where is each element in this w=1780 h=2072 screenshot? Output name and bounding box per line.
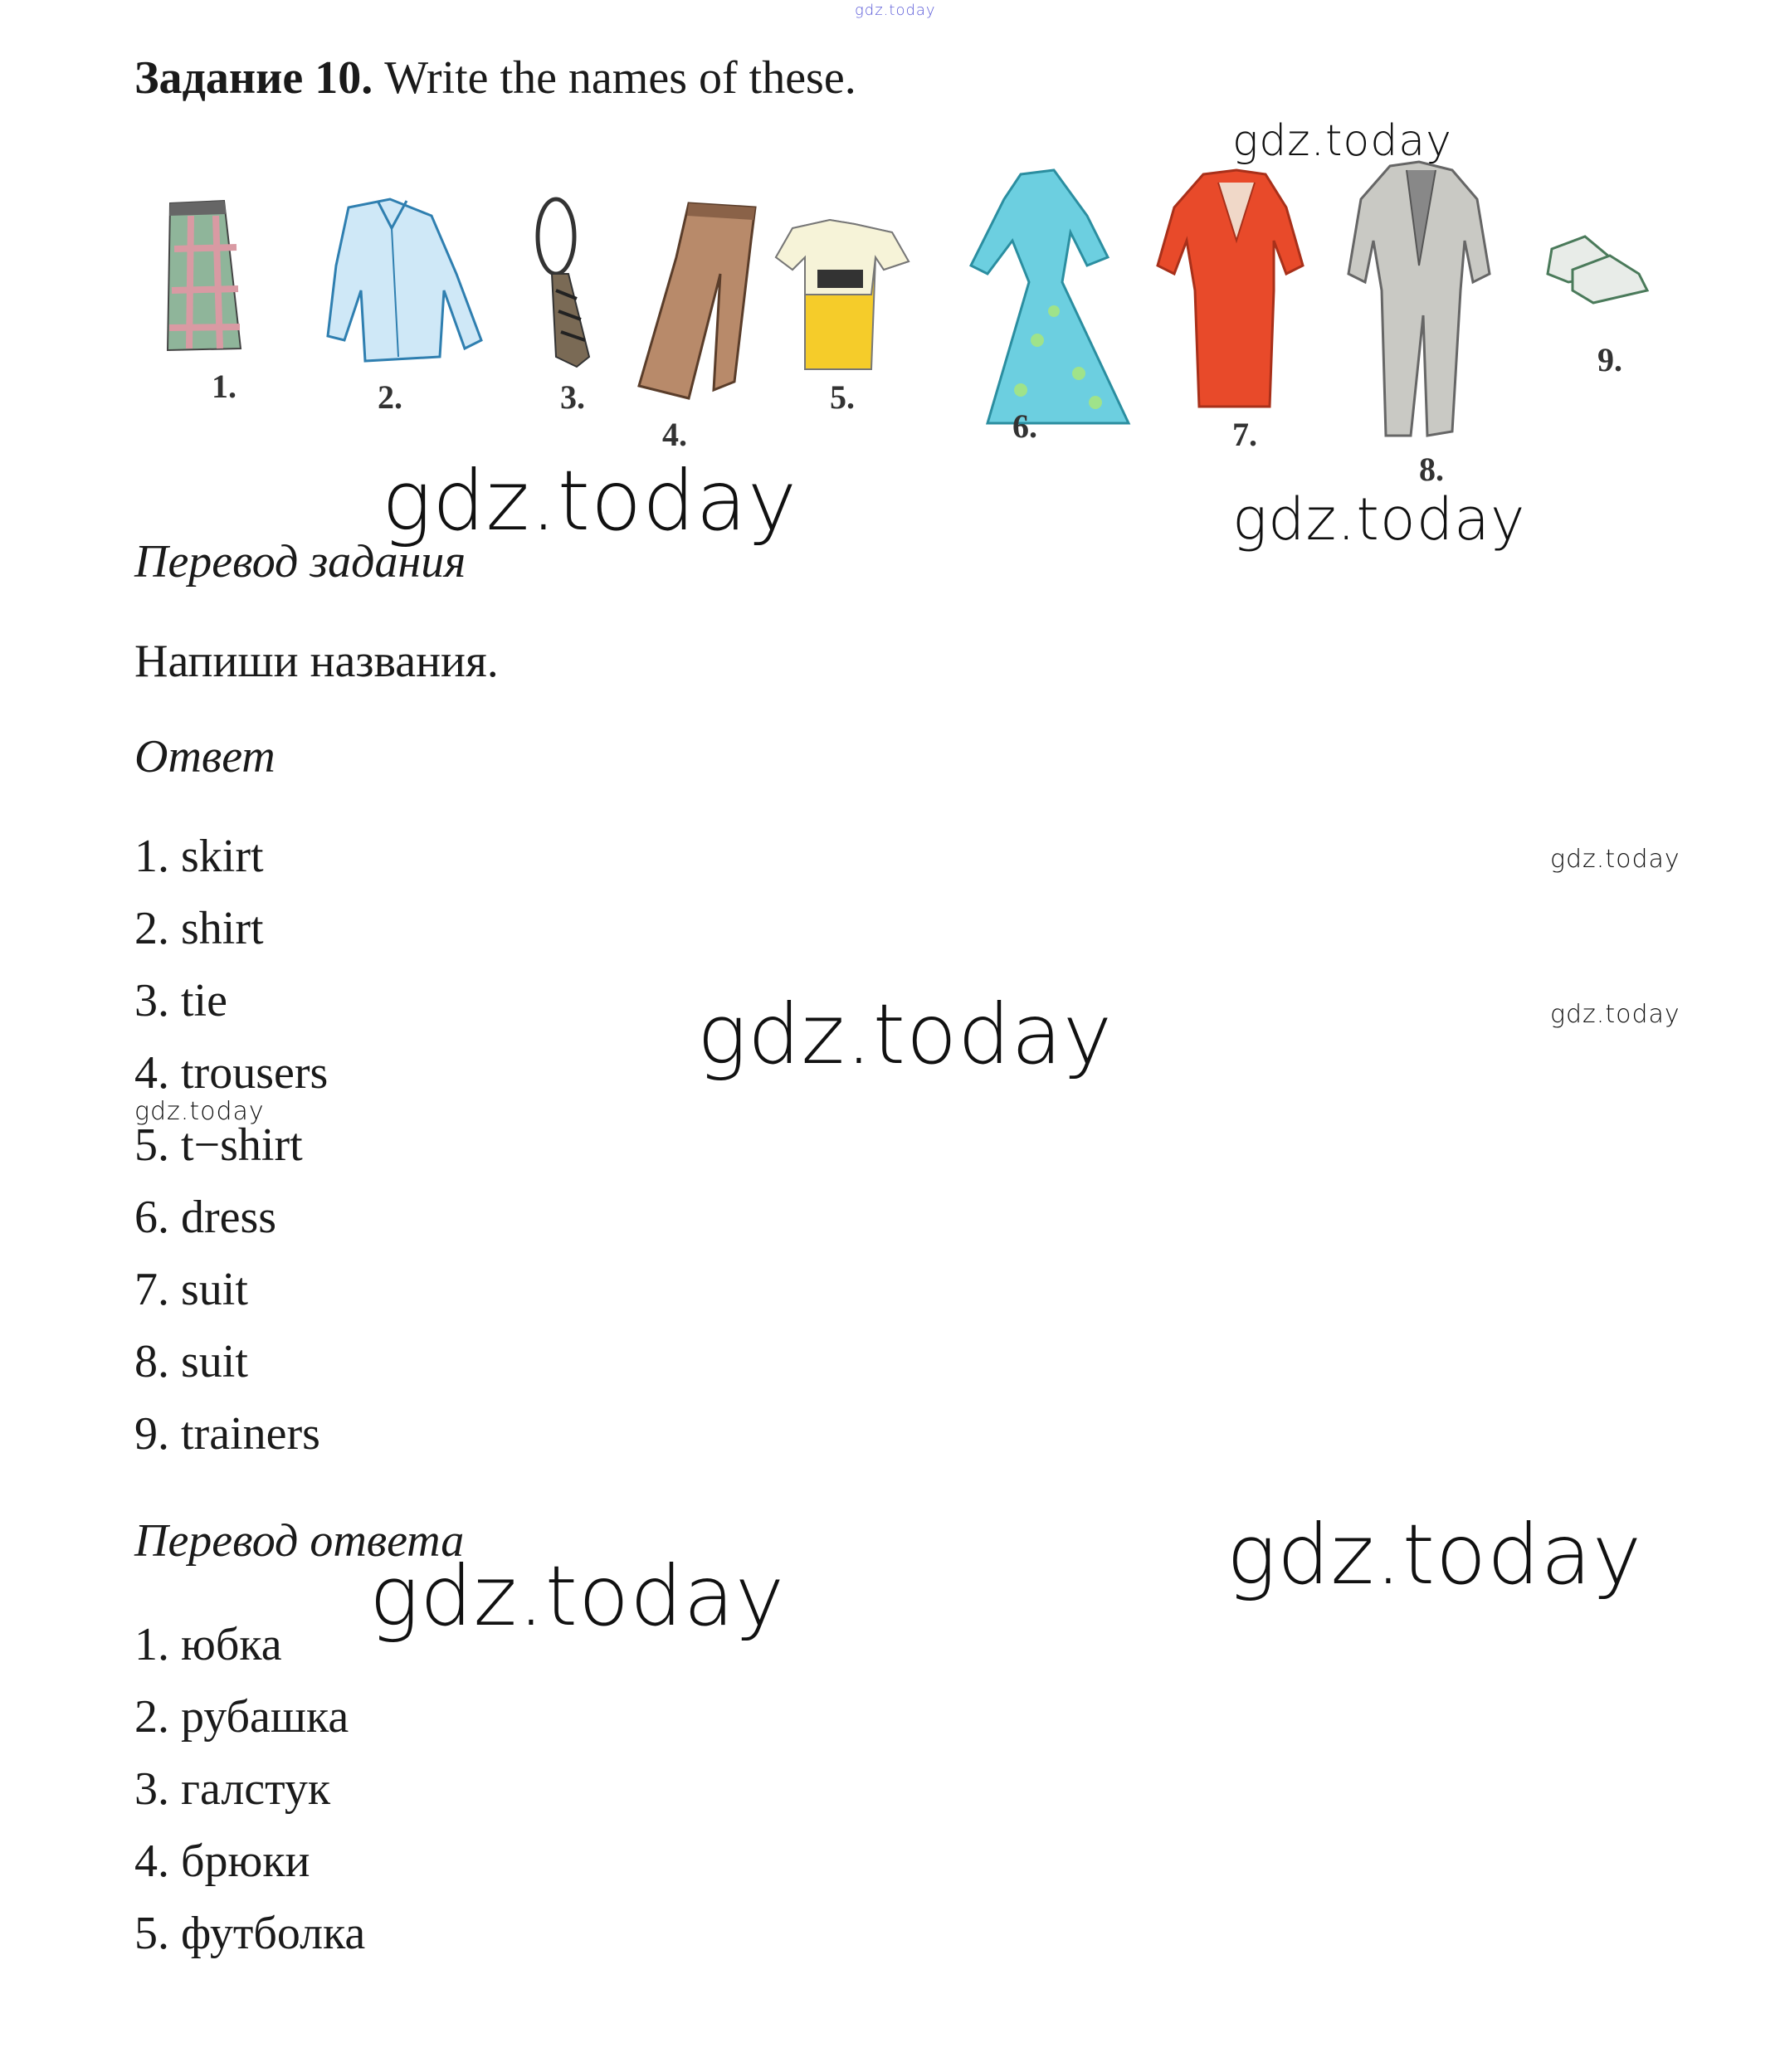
answer-item: 7. suit <box>134 1264 248 1315</box>
answer-item: 6. dress <box>134 1192 277 1243</box>
shirt-icon <box>328 199 481 361</box>
clothing-drawing <box>124 149 1701 498</box>
task-instruction: Write the names of these. <box>373 52 856 104</box>
grey-suit-icon <box>1348 162 1490 436</box>
answer-item: 1. skirt <box>134 831 264 882</box>
tie-icon <box>538 199 589 367</box>
answer-item: 9. trainers <box>134 1408 320 1460</box>
figure-label-9: 9. <box>1597 341 1622 378</box>
figure-label-5: 5. <box>830 378 855 416</box>
answer-translation-heading: Перевод ответа <box>134 1515 465 1567</box>
figure-label-4: 4. <box>662 416 687 453</box>
figure-label-6: 6. <box>1012 407 1037 445</box>
answer-item: 4. trousers <box>134 1047 329 1099</box>
answer-translation-item: 2. рубашка <box>134 1691 349 1743</box>
answer-item: 8. suit <box>134 1336 248 1387</box>
translation-text: Напиши названия. <box>134 636 499 687</box>
watermark: gdz.today <box>1232 116 1452 166</box>
answer-item: 5. t−shirt <box>134 1119 303 1171</box>
clothing-illustration <box>124 149 1701 498</box>
answer-heading: Ответ <box>134 731 276 782</box>
watermark: gdz.today <box>134 1097 265 1126</box>
figure-label-2: 2. <box>378 378 402 416</box>
watermark-top: gdz.today <box>855 2 936 19</box>
figure-label-7: 7. <box>1232 416 1257 453</box>
task-number: Задание 10. <box>134 52 373 104</box>
watermark: gdz.today <box>1232 485 1526 553</box>
watermark: gdz.today <box>1550 1000 1680 1029</box>
task-title <box>134 51 856 105</box>
watermark: gdz.today <box>1550 845 1680 874</box>
watermark: gdz.today <box>382 452 798 549</box>
answer-translation-item: 3. галстук <box>134 1763 331 1815</box>
figure-label-3: 3. <box>560 378 585 416</box>
answer-translation-item: 5. футболка <box>134 1908 366 1959</box>
dress-icon <box>971 170 1129 423</box>
red-suit-icon <box>1158 170 1303 407</box>
tshirt-icon <box>776 220 909 369</box>
answer-translation-item: 1. юбка <box>134 1619 282 1670</box>
trainers-icon <box>1548 236 1647 303</box>
answer-translation-item: 4. брюки <box>134 1836 310 1887</box>
translation-heading: Перевод задания <box>134 536 466 587</box>
figure-label-1: 1. <box>212 368 237 405</box>
watermark: gdz.today <box>1226 1506 1643 1603</box>
watermark: gdz.today <box>697 986 1114 1083</box>
answer-item: 2. shirt <box>134 903 264 954</box>
answer-item: 3. tie <box>134 975 227 1026</box>
trousers-icon <box>639 203 755 398</box>
watermark: gdz.today <box>369 1548 786 1645</box>
figure-label-8: 8. <box>1419 451 1444 488</box>
skirt-icon <box>168 201 241 350</box>
